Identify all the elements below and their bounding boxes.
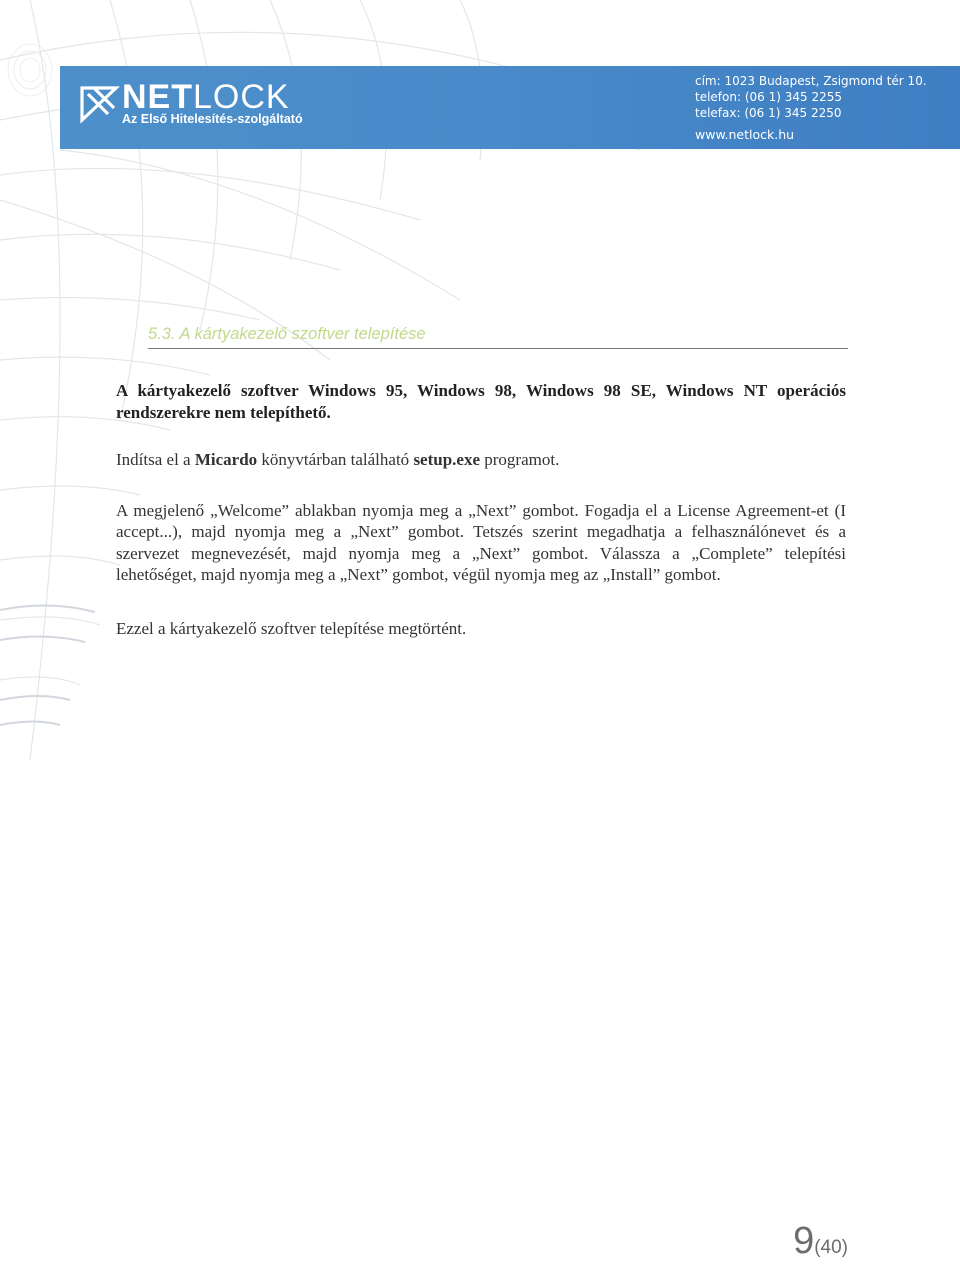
logo-wordmark: NETLOCK <box>122 78 290 116</box>
document-body <box>116 380 846 639</box>
section-title: 5.3. A kártyakezelő szoftver telepítése <box>148 325 848 349</box>
page-total: (40) <box>814 1237 848 1258</box>
contact-block <box>695 73 927 143</box>
contact-phone: telefon: (06 1) 345 2255 <box>695 90 842 104</box>
warning-paragraph: A kártyakezelő szoftver Windows 95, Windows 98, Windows 98 SE, Windows NT operációs rendszerekre nem telepíthető. <box>116 381 846 422</box>
contact-website: www.netlock.hu <box>695 127 795 142</box>
contact-address: cím: 1023 Budapest, Zsigmond tér 10. <box>695 74 927 88</box>
install-steps-paragraph: A megjelenő „Welcome” ablakban nyomja meg a „Next” gombot. Fogadja el a License Agreement-et (I accept...), majd nyomja meg a „Next” gombot. Tetszés szerint megadhatja a felhasználónevet és a szervezet megnevezését, majd nyomja meg a „Next” gombot. Válassza a „Complete” telepítési lehetőséget, majd nyomja meg a „Next” gombot, végül nyomja meg az „Install” gombot. <box>116 500 846 584</box>
run-setup-paragraph: Indítsa el a Micardo könyvtárban található setup.exe programot. <box>116 450 560 469</box>
page-current: 9 <box>793 1220 815 1262</box>
file-name: setup.exe <box>413 450 481 469</box>
logo-tagline: Az Első Hitelesítés-szolgáltató <box>122 112 303 126</box>
completion-paragraph: Ezzel a kártyakezelő szoftver telepítése megtörtént. <box>116 618 467 638</box>
contact-fax: telefax: (06 1) 345 2250 <box>695 106 842 120</box>
page-number <box>793 1222 848 1260</box>
folder-name: Micardo <box>194 450 258 469</box>
